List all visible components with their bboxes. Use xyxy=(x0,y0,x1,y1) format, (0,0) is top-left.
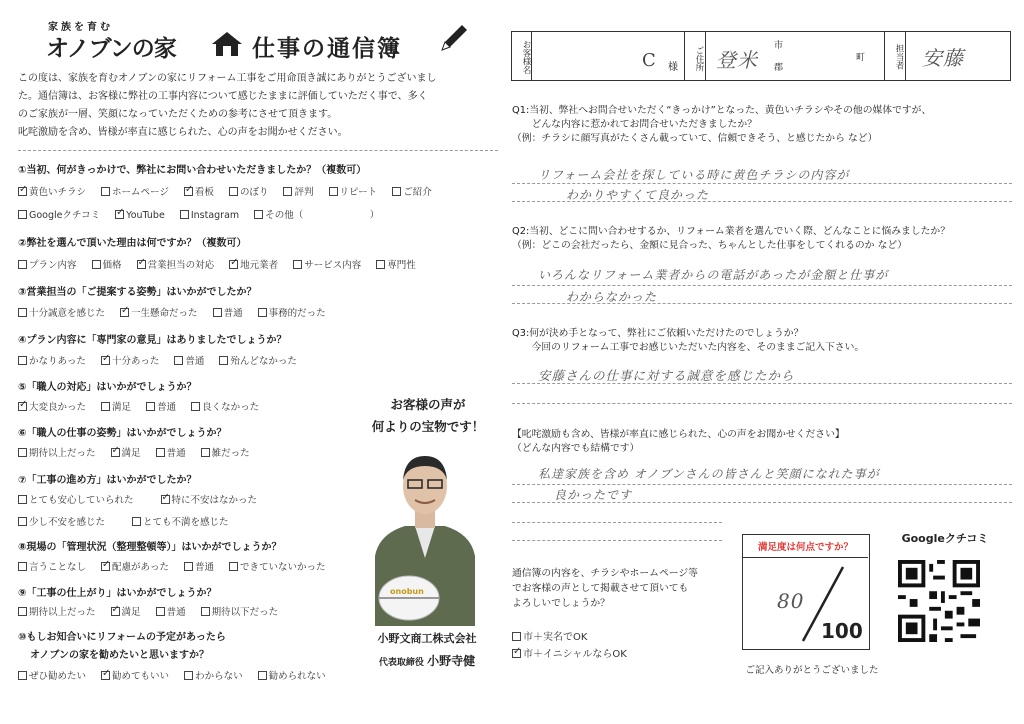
right-q1-answer-1: リフォーム会社を探している時に黄色チラシの内容が xyxy=(538,168,850,182)
option[interactable]: 普通 xyxy=(156,448,186,459)
checkbox-icon[interactable] xyxy=(329,187,338,196)
checkbox-icon[interactable] xyxy=(512,632,521,641)
question-8-title: ⑧現場の「管理状況（整理整頓等）」はいかがでしょうか？ xyxy=(18,542,282,553)
speech-line: お客様の声が xyxy=(390,397,466,412)
checkbox-icon[interactable] xyxy=(201,607,210,616)
option[interactable]: のぼり xyxy=(229,187,269,198)
right-q2-line: （例：どこの会社だったら、金額に見合った、ちゃんとした仕事をしてくれるのか など） xyxy=(512,240,907,251)
question-7-title: ⑦「工事の進め方」はいかがでしたか？ xyxy=(18,475,197,486)
qr-code-icon[interactable] xyxy=(898,560,980,642)
checkbox-icon[interactable] xyxy=(18,671,27,680)
right-q1-answer-2: わかりやすくて良かった xyxy=(566,188,710,202)
intro-line: 叱咤激励を含め、皆様が率直に感じられた、心の声をお聞かせください。 xyxy=(18,127,348,138)
question-4-title: ④プラン内容に「専門家の意見」はありましたでしょうか？ xyxy=(18,335,287,346)
helmet-logo: onobun xyxy=(390,587,424,596)
right-message-answer-2: 良かったです xyxy=(554,488,633,502)
brand-logo: オノブンの家 xyxy=(46,36,176,62)
option[interactable]: 事務的だった xyxy=(258,308,326,319)
option[interactable]: とても不満を感じた xyxy=(132,517,229,528)
right-message-answer-1: 私達家族を含め オノブンさんの皆さんと笑顔になれた事が xyxy=(538,467,880,481)
right-q3-answer: 安藤さんの仕事に対する誠意を感じたから xyxy=(538,368,795,383)
option[interactable]: かなりあった xyxy=(18,356,86,367)
satisfaction-box xyxy=(742,534,870,650)
right-q1-line: （例：チラシに顔写真がたくさん載っていて、信頼できそう、と感じたから など） xyxy=(512,133,878,144)
option[interactable]: 専門性 xyxy=(376,260,416,271)
right-q3 xyxy=(512,327,1012,355)
score-max: 100 xyxy=(821,619,863,643)
checkbox-icon[interactable] xyxy=(201,448,210,457)
option[interactable]: ✓ 満足 xyxy=(111,448,141,459)
right-q3-line: Q3:何が決め手となって、弊社にご依頼いただけたのでしょうか？ xyxy=(512,328,804,339)
option[interactable]: ✓大変良かった xyxy=(18,402,86,413)
option[interactable]: 言うことなし xyxy=(18,562,86,573)
speech-line: 何よりの宝物です！ xyxy=(371,419,485,434)
intro-text xyxy=(18,70,498,142)
question-1-options-row-1 xyxy=(18,184,444,198)
checkbox-icon[interactable] xyxy=(219,356,228,365)
checkbox-checked-icon[interactable] xyxy=(18,402,27,411)
speech-callout xyxy=(358,394,498,438)
checkbox-icon[interactable] xyxy=(18,607,27,616)
brand-tagline: 家族を育む xyxy=(48,22,113,33)
right-q2-answer-2: わからなかった xyxy=(566,290,658,304)
option[interactable]: その他（ ） xyxy=(254,210,379,221)
intro-line: この度は、家族を育むオノブンの家にリフォーム工事をご用命頂き誠にありがとうございまし xyxy=(18,73,437,84)
option[interactable]: ✓ 満足 xyxy=(111,607,141,618)
permission-line: 通信簿の内容を、チラシやホームページ等 xyxy=(512,568,698,579)
option[interactable]: ✓黄色いチラシ xyxy=(18,187,86,198)
right-q1-line: どんな内容に惹かれてお問合せいただきましたか？ xyxy=(512,119,757,130)
checkbox-icon[interactable] xyxy=(293,260,302,269)
representative xyxy=(352,652,502,669)
question-5-title: ⑤「職人の対応」はいかがでしょうか？ xyxy=(18,382,197,393)
option[interactable]: 殆んどなかった xyxy=(219,356,297,367)
right-message-line: （どんな内容でも結構です） xyxy=(512,443,640,454)
checkbox-icon[interactable] xyxy=(184,671,193,680)
option[interactable]: できていないかった xyxy=(229,562,326,573)
house-icon xyxy=(210,30,244,58)
option[interactable]: 期待以上だった xyxy=(18,448,96,459)
intro-line: た。通信簿は、お客様に弊社の工事内容について感じたままに評価していただく事で、多く xyxy=(18,91,428,102)
question-7-options-row-1 xyxy=(18,492,269,506)
option[interactable]: 雑だった xyxy=(201,448,250,459)
option[interactable]: プラン内容 xyxy=(18,260,77,271)
option[interactable]: 普通 xyxy=(213,308,243,319)
right-message xyxy=(512,428,1012,456)
checkbox-icon[interactable] xyxy=(174,356,183,365)
option[interactable]: 普通 xyxy=(174,356,204,367)
checkbox-icon[interactable] xyxy=(180,210,189,219)
intro-line: のご家族が一層、笑顔になっていただくための参考にさせて頂きます。 xyxy=(18,109,338,120)
checkbox-icon[interactable] xyxy=(146,402,155,411)
checkbox-checked-icon[interactable] xyxy=(101,671,110,680)
right-q2-line: Q2:当初、どこに問い合わせするか、リフォーム業者を選んでいく際、どんなことに悩みましたか？ xyxy=(512,226,951,237)
pencil-icon xyxy=(436,22,470,56)
option[interactable]: 勧められない xyxy=(258,671,326,682)
right-q2 xyxy=(512,225,1012,253)
checkbox-icon[interactable] xyxy=(18,356,27,365)
option[interactable]: ✓ 配慮があった xyxy=(101,562,169,573)
header xyxy=(40,16,480,66)
permission-option-1[interactable]: 市＋実名でOK xyxy=(512,628,599,643)
right-q3-line: 今回のリフォーム工事でお感じいただいた内容を、そのままご記入下さい。 xyxy=(512,342,865,353)
question-9-title: ⑨「工事の仕上がり」はいかがでしょうか？ xyxy=(18,588,217,599)
option[interactable]: ぜひ勧めたい xyxy=(18,671,86,682)
checkbox-icon[interactable] xyxy=(18,495,27,504)
address-label: ご住所 xyxy=(684,32,706,80)
checkbox-checked-icon[interactable] xyxy=(137,260,146,269)
checkbox-checked-icon[interactable] xyxy=(111,448,120,457)
checkbox-icon[interactable] xyxy=(229,562,238,571)
rep-name: 小野寺健 xyxy=(427,654,476,668)
option[interactable]: 普通 xyxy=(156,607,186,618)
district-label: 郡 xyxy=(774,63,784,73)
question-3-options xyxy=(18,305,338,319)
option[interactable]: 普通 xyxy=(146,402,176,413)
option[interactable]: ✓ 一生懸命だった xyxy=(120,308,198,319)
question-10-options xyxy=(18,668,338,682)
checkbox-icon[interactable] xyxy=(92,260,101,269)
checkbox-icon[interactable] xyxy=(156,448,165,457)
permission-line: よろしいでしょうか？ xyxy=(512,598,610,609)
customer-name-label: お客様名 xyxy=(512,32,532,80)
option[interactable]: 評判 xyxy=(283,187,313,198)
permission-line: でお客様の声として掲載させて頂いても xyxy=(512,583,689,594)
question-8-options xyxy=(18,559,338,573)
option[interactable]: リピート xyxy=(329,187,378,198)
question-2-options xyxy=(18,257,428,271)
option[interactable]: ✓ 十分あった xyxy=(101,356,159,367)
town-label: 町 xyxy=(856,53,866,63)
checkbox-checked-icon[interactable] xyxy=(115,210,124,219)
checkbox-icon[interactable] xyxy=(18,448,27,457)
permission-option-2[interactable]: ✓市＋イニシャルならOK xyxy=(512,645,639,660)
checkbox-icon[interactable] xyxy=(18,210,27,219)
option[interactable]: 満足 xyxy=(101,402,131,413)
option[interactable]: ✓ 看板 xyxy=(184,187,214,198)
checkbox-checked-icon[interactable] xyxy=(111,607,120,616)
right-q1-line: Q1:当初、弊社へお問合せいただく“きっかけ”となった、黄色いチラシやその他の媒体ですが、 xyxy=(512,105,932,116)
checkbox-icon[interactable] xyxy=(101,402,110,411)
checkbox-checked-icon[interactable] xyxy=(512,649,521,658)
option[interactable]: ✓ YouTube xyxy=(115,210,165,221)
option[interactable]: Googleクチコミ xyxy=(18,210,100,221)
option[interactable]: 期待以下だった xyxy=(201,607,279,618)
staff-portrait xyxy=(365,446,485,626)
question-1-title: ①当初、何がきっかけで、弊社にお問い合わせいただきましたか？（複数可） xyxy=(18,165,367,176)
checkbox-checked-icon[interactable] xyxy=(161,495,170,504)
checkbox-icon[interactable] xyxy=(258,671,267,680)
option[interactable]: ✓ 営業担当の対応 xyxy=(137,260,215,271)
option[interactable]: ✓ 勧めてもいい xyxy=(101,671,169,682)
question-2-title: ②弊社を選んで頂いた理由は何ですか？（複数可） xyxy=(18,238,247,249)
checkbox-checked-icon[interactable] xyxy=(120,308,129,317)
right-message-line: 【叱咤激励も含め、皆様が率直に感じられた、心の声をお聞かせください】 xyxy=(512,429,845,440)
checkbox-icon[interactable] xyxy=(283,187,292,196)
customer-info-box xyxy=(511,31,1011,81)
staff-name-hand: 安藤 xyxy=(922,46,964,70)
footer-thanks: ご記入ありがとうございました xyxy=(745,665,879,676)
satisfaction-title: 満足度は何点ですか？ xyxy=(743,535,868,558)
option[interactable]: 普通 xyxy=(184,562,214,573)
company-name: 小野文商工株式会社 xyxy=(377,632,477,645)
checkbox-icon[interactable] xyxy=(184,562,193,571)
checkbox-icon[interactable] xyxy=(18,562,27,571)
question-10-title: ⑩もしお知合いにリフォームの予定があったら xyxy=(18,632,226,643)
checkbox-checked-icon[interactable] xyxy=(18,187,27,196)
page-title: 仕事の通信簿 xyxy=(252,36,402,62)
checkbox-icon[interactable] xyxy=(229,187,238,196)
question-4-options xyxy=(18,353,309,367)
right-q1 xyxy=(512,104,1012,146)
checkbox-icon[interactable] xyxy=(392,187,401,196)
option[interactable]: ✓ 特に不安はなかった xyxy=(161,495,258,506)
question-10-subtitle: オノブンの家を勧めたいと思いますか？ xyxy=(30,650,209,661)
option[interactable]: 期待以上だった xyxy=(18,607,96,618)
checkbox-icon[interactable] xyxy=(132,517,141,526)
right-q2-answer-1: いろんなリフォーム業者からの電話があったが金額と仕事が xyxy=(538,268,889,282)
option[interactable]: サービス内容 xyxy=(293,260,361,271)
rep-role: 代表取締役 xyxy=(378,658,424,668)
checkbox-checked-icon[interactable] xyxy=(184,187,193,196)
question-6-options xyxy=(18,445,262,459)
question-1-options-row-2 xyxy=(18,207,391,221)
checkbox-checked-icon[interactable] xyxy=(101,356,110,365)
question-3-title: ③営業担当の「ご提案する姿勢」はいかがでしたか？ xyxy=(18,287,257,298)
option[interactable]: 少し不安を感じた xyxy=(18,517,105,528)
checkbox-icon[interactable] xyxy=(156,607,165,616)
option[interactable]: とても安心していられた xyxy=(18,495,134,506)
option[interactable]: Instagram xyxy=(180,210,239,221)
checkbox-icon[interactable] xyxy=(213,308,222,317)
staff-label: 担当者 xyxy=(884,32,906,80)
checkbox-icon[interactable] xyxy=(18,517,27,526)
permission-question xyxy=(512,566,732,611)
checkbox-checked-icon[interactable] xyxy=(101,562,110,571)
google-title: Googleクチコミ xyxy=(901,532,989,545)
checkbox-icon[interactable] xyxy=(258,308,267,317)
checkbox-icon[interactable] xyxy=(191,402,200,411)
customer-name: C xyxy=(642,50,657,71)
checkbox-icon[interactable] xyxy=(254,210,263,219)
option[interactable]: ✓ 地元業者 xyxy=(229,260,278,271)
option[interactable]: 良くなかった xyxy=(191,402,259,413)
score-handwritten: 80 xyxy=(777,589,805,613)
option[interactable]: ホームページ xyxy=(101,187,169,198)
checkbox-icon[interactable] xyxy=(101,187,110,196)
address-city-hand: 登米 xyxy=(716,48,758,72)
customer-honorific: 様 xyxy=(668,62,678,73)
question-6-title: ⑥「職人の仕事の姿勢」はいかがでしょうか？ xyxy=(18,428,227,439)
question-9-options xyxy=(18,604,290,618)
question-5-options xyxy=(18,399,271,413)
option[interactable]: 十分誠意を感じた xyxy=(18,308,105,319)
option[interactable]: 価格 xyxy=(92,260,122,271)
checkbox-icon[interactable] xyxy=(18,260,27,269)
question-7-options-row-2 xyxy=(18,514,241,528)
city-label: 市 xyxy=(774,41,784,51)
checkbox-checked-icon[interactable] xyxy=(229,260,238,269)
checkbox-icon[interactable] xyxy=(18,308,27,317)
option[interactable]: ご紹介 xyxy=(392,187,432,198)
option[interactable]: わからない xyxy=(184,671,243,682)
checkbox-icon[interactable] xyxy=(376,260,385,269)
